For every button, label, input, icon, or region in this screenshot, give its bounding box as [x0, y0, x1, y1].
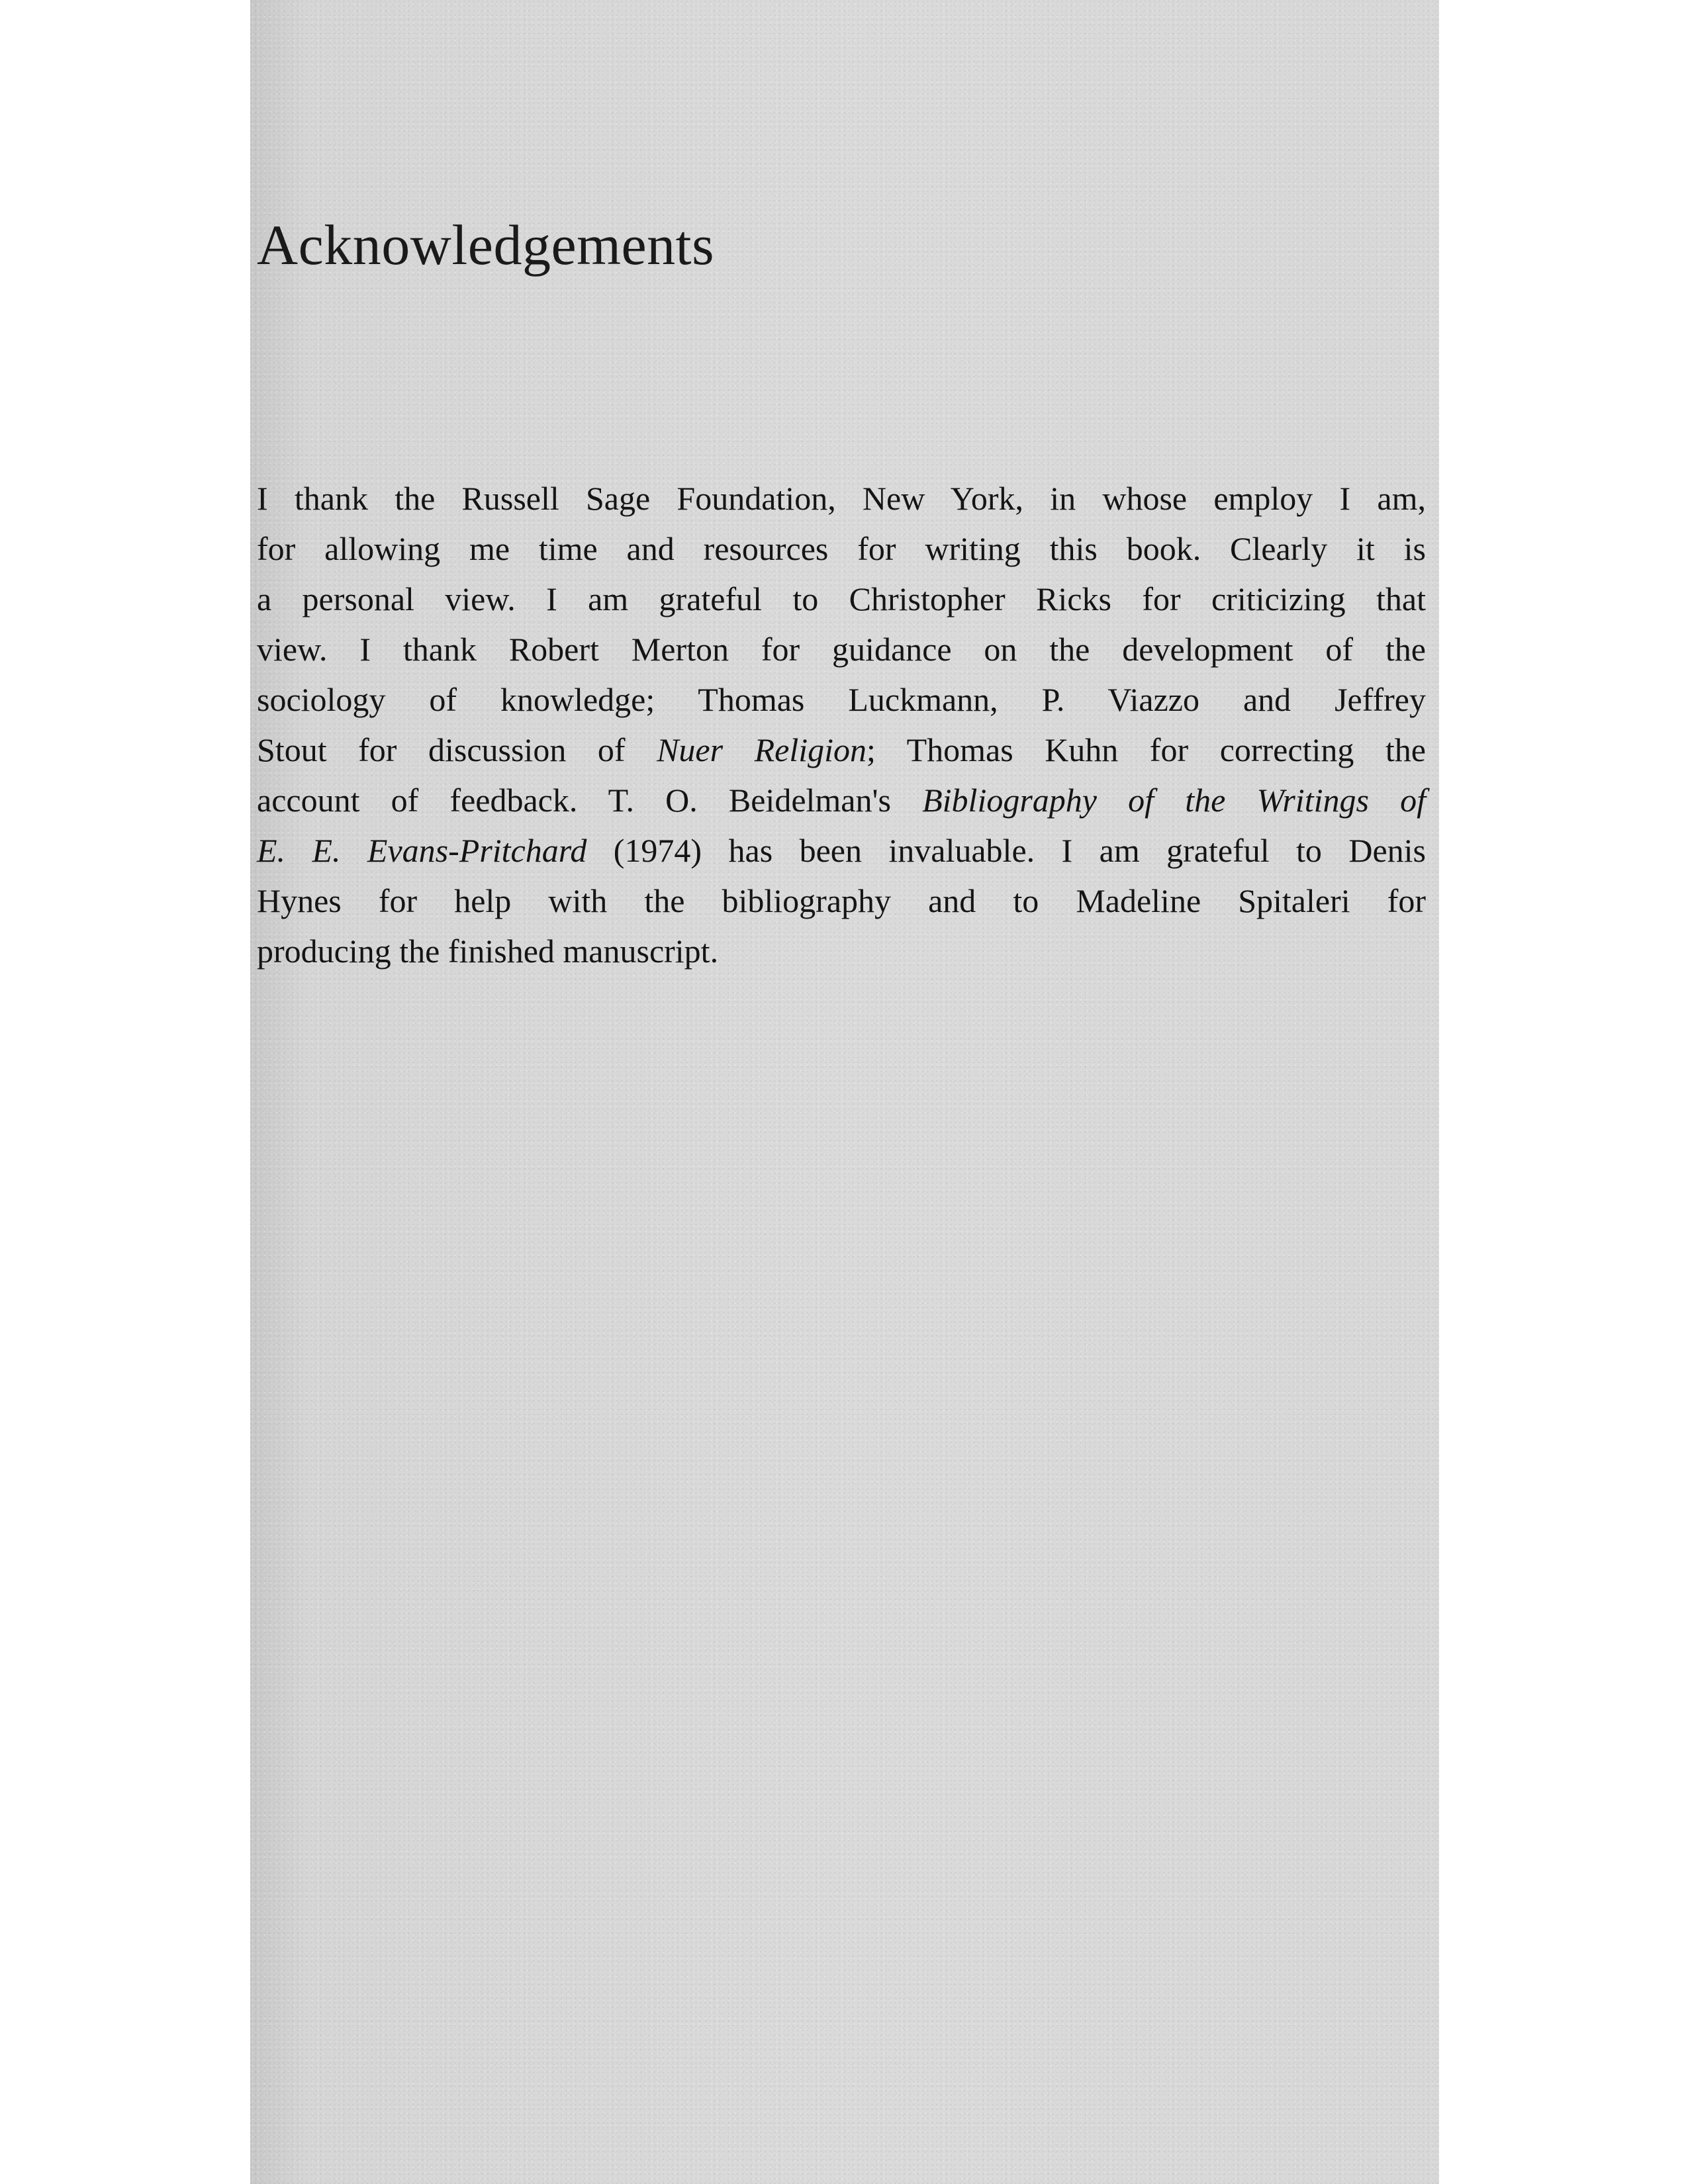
text-segment: ; Thomas Kuhn for correcting the — [867, 731, 1426, 768]
text-line — [257, 775, 1426, 825]
text-line: a personal view. I am grateful to Christopher Ricks for criticizing that — [257, 580, 1426, 617]
book-title-bibliography: Bibliography of the Writings of — [922, 782, 1426, 819]
acknowledgements-paragraph — [257, 473, 1426, 976]
book-title-nuer-religion: Nuer Religion — [657, 731, 867, 768]
text-line: I thank the Russell Sage Foundation, New York, in whose employ I am, — [257, 480, 1426, 517]
text-segment: (1974) has been invaluable. I am grateful to Denis — [586, 832, 1426, 869]
text-line — [257, 725, 1426, 775]
book-title-bibliography-cont: E. E. Evans-Pritchard — [257, 832, 587, 869]
text-line: for allowing me time and resources for writing this book. Clearly it is — [257, 530, 1426, 567]
text-segment: account of feedback. T. O. Beidelman's — [257, 782, 923, 819]
text-line: Hynes for help with the bibliography and to Madeline Spitaleri for — [257, 882, 1426, 919]
book-page — [250, 0, 1439, 2184]
text-line: sociology of knowledge; Thomas Luckmann, P. Viazzo and Jeffrey — [257, 681, 1426, 718]
page-title: Acknowledgements — [257, 213, 715, 277]
text-line: view. I thank Robert Merton for guidance on the development of the — [257, 631, 1426, 668]
text-line: producing the finished manuscript. — [257, 933, 719, 970]
text-segment: Stout for discussion of — [257, 731, 657, 768]
text-line — [257, 825, 1426, 876]
